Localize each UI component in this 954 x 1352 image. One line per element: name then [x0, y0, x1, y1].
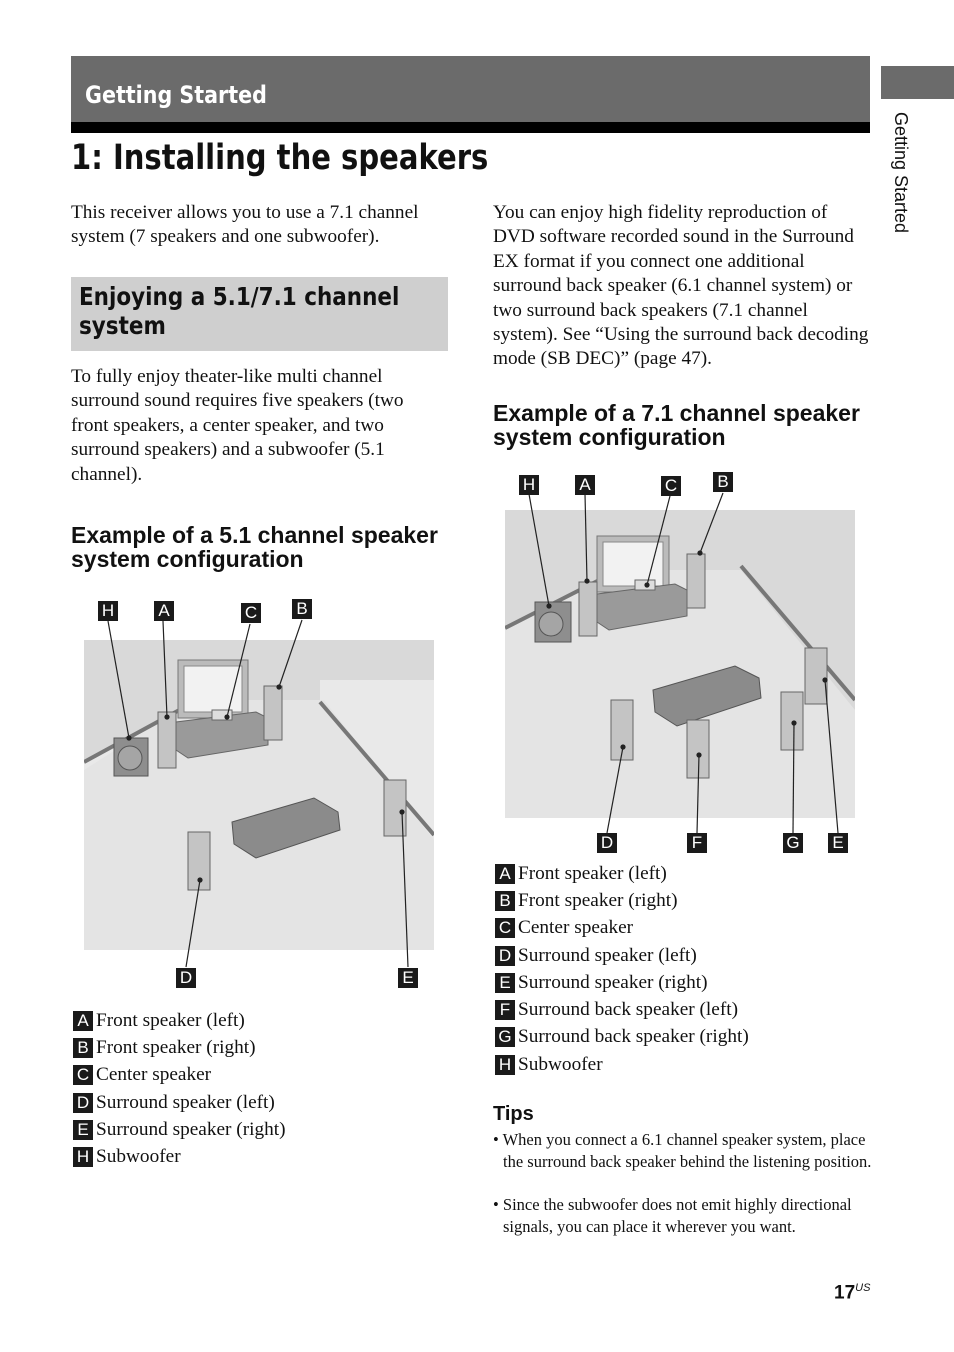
page-number [834, 1282, 870, 1304]
paragraph-right: You can enjoy high fidelity reproduction of DVD software recorded sound in the Surround EX format if you connect one additional surround back speaker (6.1 channel system) or two surround back speakers (7.1 channel system). See “Using the surround back decoding mode (SB DEC)” (page 47). [493, 202, 869, 370]
side-tab-label: Getting Started [891, 112, 911, 234]
tip-item: • Since the subwoofer does not emit highly directional signals, you can place it wherever you want. [493, 1195, 852, 1236]
legend-text: Front speaker (right) [518, 890, 678, 911]
legend-key: H [495, 1055, 515, 1075]
legend-text: Surround back speaker (right) [518, 1026, 749, 1047]
legend-text: Surround speaker (left) [96, 1092, 275, 1113]
tag-h: H [98, 601, 118, 621]
legend-key: B [495, 891, 515, 911]
legend-text: Front speaker (left) [518, 863, 667, 884]
legend-item [495, 863, 667, 885]
legend-text: Center speaker [518, 917, 634, 938]
tag-c: C [661, 476, 681, 496]
example-71-heading: Example of a 7.1 channel speaker system configuration [493, 400, 860, 450]
legend-key: C [495, 918, 515, 938]
tag-e: E [398, 968, 418, 988]
tag-g: G [783, 833, 803, 853]
legend-text: Center speaker [96, 1064, 212, 1085]
legend-text: Subwoofer [518, 1054, 603, 1075]
tag-c: C [241, 603, 261, 623]
legend-key: H [73, 1147, 93, 1167]
legend-key: G [495, 1027, 515, 1047]
tag-f: F [687, 833, 707, 853]
page-number-value: 17 [834, 1282, 856, 1304]
tag-a: A [575, 475, 595, 495]
legend-key: E [73, 1120, 93, 1140]
legend-key: D [73, 1093, 93, 1113]
legend-text: Surround speaker (left) [518, 945, 697, 966]
legend-key: F [495, 1000, 515, 1020]
tips-heading: Tips [493, 1103, 534, 1125]
legend-item [495, 1054, 603, 1076]
legend-key: D [495, 946, 515, 966]
intro-paragraph: This receiver allows you to use a 7.1 channel system (7 speakers and one subwoofer). [71, 202, 419, 248]
tip-item: • When you connect a 6.1 channel speaker system, place the surround back speaker behind the listening position. [493, 1130, 872, 1171]
tag-d: D [597, 833, 617, 853]
legend-item [495, 972, 708, 994]
legend-text: Front speaker (left) [96, 1010, 245, 1031]
legend-key: E [495, 973, 515, 993]
example-51-heading: Example of a 5.1 channel speaker system configuration [71, 522, 438, 572]
tag-e: E [828, 833, 848, 853]
tag-d: D [176, 968, 196, 988]
page-title: 1: Installing the speakers [71, 138, 489, 178]
tag-a: A [154, 601, 174, 621]
legend-key: B [73, 1038, 93, 1058]
legend-key: A [495, 864, 515, 884]
tag-b: B [713, 472, 733, 492]
legend-key: C [73, 1065, 93, 1085]
legend-item [495, 890, 678, 912]
legend-item [495, 1026, 749, 1048]
page-number-suffix: US [855, 1282, 871, 1294]
paragraph-51: To fully enjoy theater-like multi channel surround sound requires five speakers (two front speakers, a center speaker, and two surround speakers) and a subwoofer (5.1 channel). [71, 366, 404, 485]
legend-item [495, 917, 633, 939]
legend-key: A [73, 1011, 93, 1031]
legend-text: Surround back speaker (left) [518, 999, 739, 1020]
section-header-title: Getting Started [85, 81, 267, 109]
legend-text: Surround speaker (right) [518, 972, 708, 993]
tag-h: H [519, 475, 539, 495]
subsection-title: Enjoying a 5.1/7.1 channel system [79, 282, 400, 340]
legend-text: Surround speaker (right) [96, 1119, 286, 1140]
legend-item [495, 945, 697, 967]
legend-text: Subwoofer [96, 1146, 181, 1167]
legend-item [495, 999, 738, 1021]
tag-b: B [292, 599, 312, 619]
legend-text: Front speaker (right) [96, 1037, 256, 1058]
